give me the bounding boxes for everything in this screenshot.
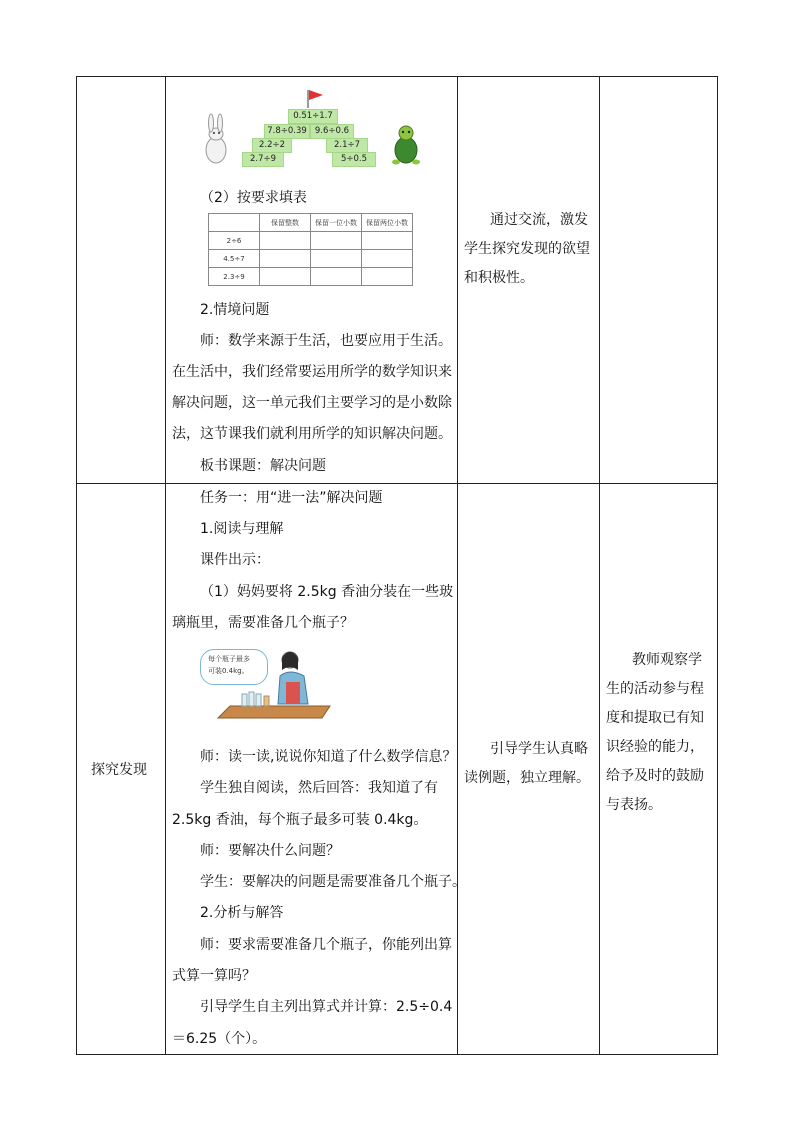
row-divider <box>76 483 718 484</box>
dialog-line: ＝6.25（个）。 <box>172 1031 267 1047</box>
intent-line: 读例题，独立理解。 <box>464 770 590 786</box>
illustration-art <box>212 646 332 724</box>
dialog-line: 师：要解决什么问题？ <box>200 843 340 859</box>
board-title: 板书课题：解决问题 <box>200 458 326 474</box>
column-divider-3 <box>599 76 600 1055</box>
courseware-label: 课件出示： <box>200 552 270 568</box>
step-title: 2.分析与解答 <box>200 905 284 921</box>
pyramid-brick-top: 0.51÷1.7 <box>288 109 338 124</box>
evaluation-line: 教师观察学 <box>632 652 702 668</box>
dialog-line: 2.5kg 香油，每个瓶子最多可装 0.4kg。 <box>172 812 428 828</box>
evaluation-line: 识经验的能力， <box>606 739 704 755</box>
dialog-line: 师：读一读,说说你知道了什么数学信息？ <box>200 749 457 765</box>
dialog-line: 学生：要解决的问题是需要准备几个瓶子。 <box>200 874 466 890</box>
fill-table-cell[interactable] <box>362 268 413 286</box>
fill-table-row-label: 2÷6 <box>209 232 260 250</box>
speech-line: 可装0.4kg。 <box>208 667 249 675</box>
woman-icon <box>278 652 308 704</box>
paragraph-line: 师：数学来源于生活，也要应用于生活。 <box>200 333 452 349</box>
fill-table-cell[interactable] <box>260 232 311 250</box>
intent-line: 通过交流，激发 <box>490 212 588 228</box>
speech-line: 每个瓶子最多 <box>208 655 250 663</box>
fill-table-cell[interactable] <box>311 250 362 268</box>
paragraph-line: 在生活中，我们经常要运用所学的数学知识来 <box>172 364 452 380</box>
fill-table-cell[interactable] <box>311 268 362 286</box>
step-title: 1.阅读与理解 <box>200 521 284 537</box>
rabbit-icon <box>206 114 226 163</box>
table-icon <box>218 706 330 718</box>
fill-table-header <box>209 214 260 232</box>
fill-table-header: 保留整数 <box>260 214 311 232</box>
pyramid-brick: 9.6÷0.6 <box>310 124 354 139</box>
column-divider-1 <box>165 76 166 1055</box>
intent-line: 和积极性。 <box>464 270 534 286</box>
dialog-line: 师：要求需要准备几个瓶子，你能列出算 <box>200 937 452 953</box>
evaluation-line: 生的活动参与程 <box>606 681 704 697</box>
paragraph-line: 法，这节课我们就利用所学的知识解决问题。 <box>172 426 452 442</box>
pyramid-brick: 5÷0.5 <box>332 152 376 167</box>
problem-line: （1）妈妈要将 2.5kg 香油分装在一些玻 <box>200 584 454 600</box>
fill-table <box>208 213 413 286</box>
paragraph-line: 解决问题，这一单元我们主要学习的是小数除 <box>172 395 452 411</box>
pyramid-brick: 2.1÷7 <box>326 138 368 153</box>
fill-table-cell[interactable] <box>260 268 311 286</box>
evaluation-line: 度和提取已有知 <box>606 710 704 726</box>
table-border-top <box>76 76 718 77</box>
fill-table-header: 保留两位小数 <box>362 214 413 232</box>
intent-line: 引导学生认真略 <box>490 741 588 757</box>
pyramid-brick: 2.2÷2 <box>252 138 292 153</box>
fill-table-row-label: 2.3÷9 <box>209 268 260 286</box>
fill-table-heading: （2）按要求填表 <box>200 190 307 206</box>
task-title: 任务一：用“进一法”解决问题 <box>200 490 383 506</box>
table-border-bottom <box>76 1054 718 1055</box>
dialog-line: 式算一算吗？ <box>172 968 256 984</box>
bottles-icon <box>242 692 269 706</box>
evaluation-line: 给予及时的鼓励 <box>606 768 704 784</box>
pyramid-brick: 7.8÷0.39 <box>264 124 310 139</box>
pyramid-brick: 2.7÷9 <box>242 152 284 167</box>
column-divider-2 <box>457 76 458 1055</box>
dialog-line: 学生独自阅读，然后回答：我知道了有 <box>200 780 438 796</box>
fill-table-row-label: 4.5÷7 <box>209 250 260 268</box>
fill-table-cell[interactable] <box>311 232 362 250</box>
turtle-icon <box>392 126 420 165</box>
table-border-left <box>76 76 77 1055</box>
fill-table-header: 保留一位小数 <box>311 214 362 232</box>
stage-label: 探究发现 <box>91 762 147 778</box>
fill-table-cell[interactable] <box>362 232 413 250</box>
problem-line: 璃瓶里，需要准备几个瓶子？ <box>172 615 354 631</box>
evaluation-line: 与表扬。 <box>606 797 662 813</box>
section-title: 2.情境问题 <box>200 302 270 318</box>
fill-table-cell[interactable] <box>362 250 413 268</box>
fill-table-cell[interactable] <box>260 250 311 268</box>
flag-icon <box>309 90 323 100</box>
dialog-line: 引导学生自主列出算式并计算：2.5÷0.4 <box>200 999 453 1015</box>
intent-line: 学生探究发现的欲望 <box>464 241 590 257</box>
table-border-right <box>717 76 718 1055</box>
